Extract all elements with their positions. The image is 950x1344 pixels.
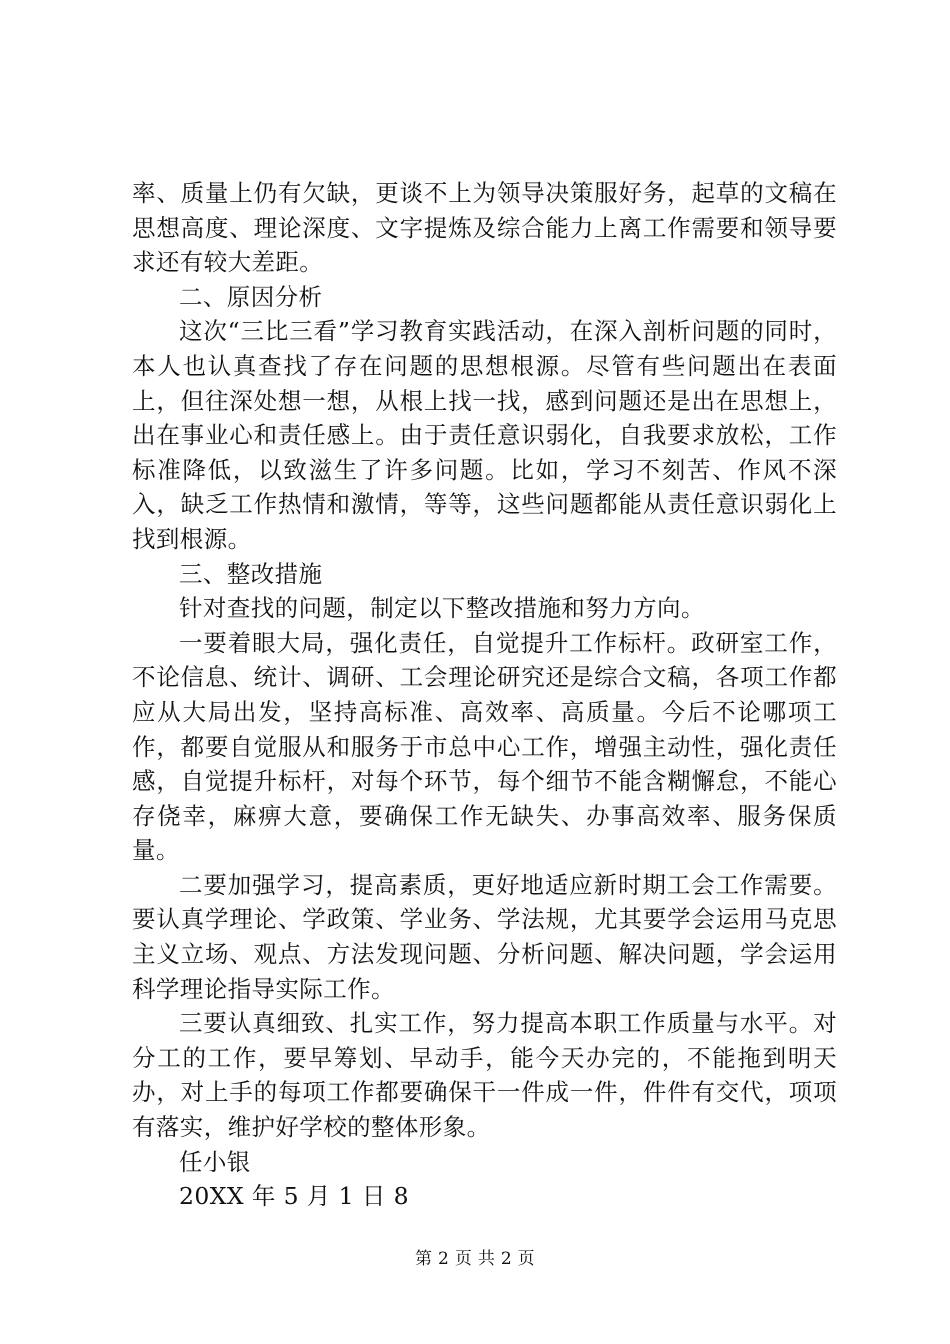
signature-name: 任小银	[179, 1147, 251, 1176]
paragraph-continuation: 率、质量上仍有欠缺，更谈不上为领导决策服好务，起草的文稿在思想高度、理论深度、文字提炼及综合能力上离工作需要和领导要求还有较大差距。	[132, 179, 837, 277]
paragraph-measure-one: 一要着眼大局，强化责任，自觉提升工作标杆。政研室工作，不论信息、统计、调研、工会理论研究还是综合文稿，各项工作都应从大局出发，坚持高标准、高效率、高质量。今后不论哪项工作，都要自觉服从和服务于市总中心工作，增强主动性，强化责任感，自觉提升标杆，对每个环节，每个细节不能含糊懈怠，不能心存侥幸，麻痹大意，要确保工作无缺失、办事高效率、服务保质量。	[132, 628, 837, 865]
paragraph-measure-two: 二要加强学习，提高素质，更好地适应新时期工会工作需要。要认真学理论、学政策、学业务、学法规，尤其要学会运用马克思主义立场、观点、方法发现问题、分析问题、解决问题，学会运用科学理论指导实际工作。	[132, 870, 837, 1003]
page-footer: 第 2 页 共 2 页	[415, 1249, 535, 1269]
paragraph-measure-three: 三要认真细致、扎实工作，努力提高本职工作质量与水平。对分工的工作，要早筹划、早动手，能今天办完的，不能拖到明天办，对上手的每项工作都要确保干一件成一件，件件有交代，项项有落实，维护好学校的整体形象。	[132, 1009, 837, 1142]
signature-date: 20XX 年 5 月 1 日 8	[179, 1182, 409, 1211]
paragraph-cause: 这次“三比三看”学习教育实践活动，在深入剖析问题的同时，本人也认真查找了存在问题的思想根源。尽管有些问题出在表面上，但往深处想一想，从根上找一找，感到问题还是出在思想上，出在事业心和责任感上。由于责任意识弱化，自我要求放松，工作标准降低，以致滋生了许多问题。比如，学习不刻苦、作风不深入，缺乏工作热情和激情，等等，这些问题都能从责任意识弱化上找到根源。	[132, 317, 837, 553]
paragraph-intro: 针对查找的问题，制定以下整改措施和努力方向。	[179, 594, 705, 623]
document-body	[132, 176, 837, 1214]
section-heading-rectification: 三、整改措施	[179, 559, 323, 588]
section-heading-cause-analysis: 二、原因分析	[179, 282, 323, 311]
